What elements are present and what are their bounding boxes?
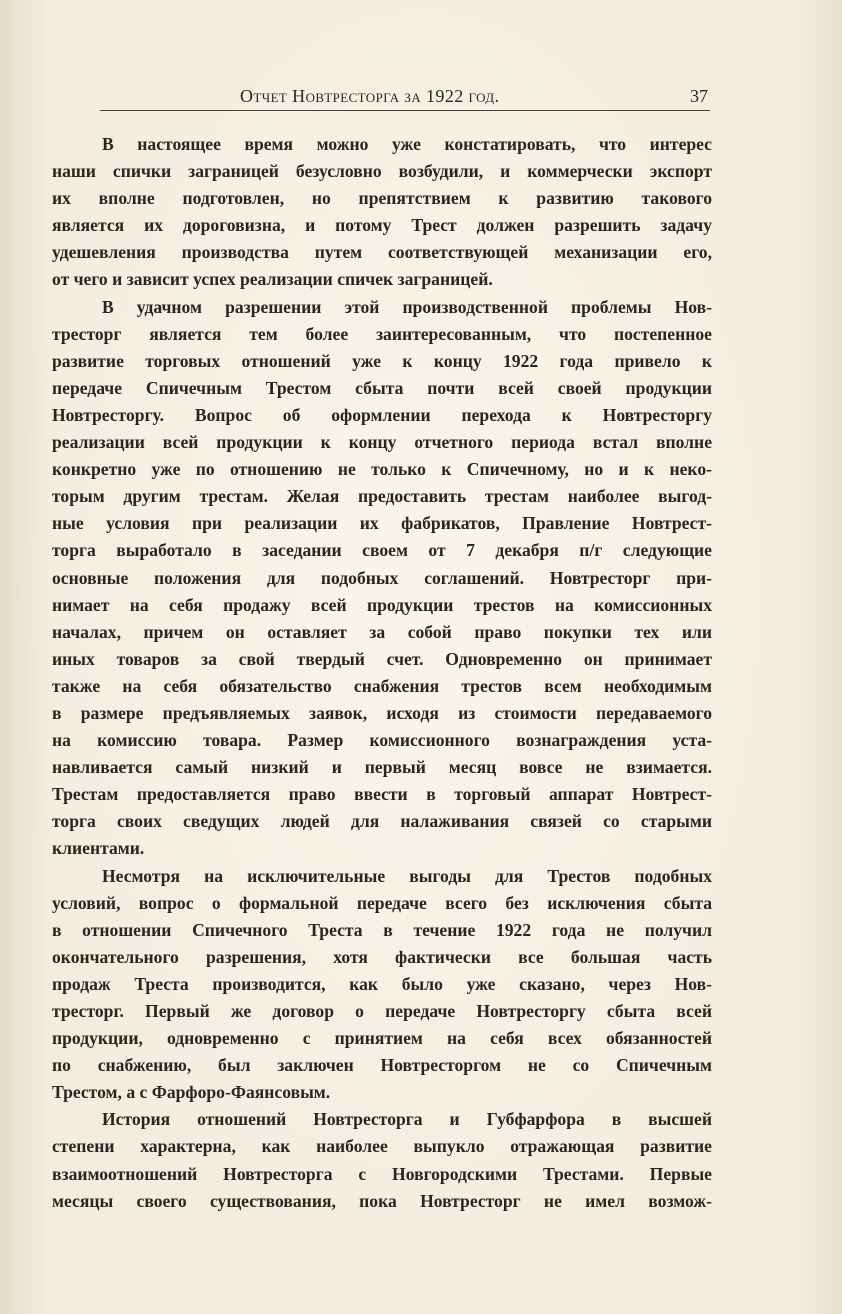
text-line: клиентами.: [52, 838, 145, 859]
text-line: на комиссию товара. Размер комиссионного вознаграждения уста-: [52, 730, 712, 751]
text-line: тресторг. Первый же договор о передаче Новтресторгу сбыта всей: [52, 1001, 712, 1021]
text-line: навливается самый низкий и первый месяц вовсе не взимается.: [52, 757, 712, 778]
text-line: удешевления производства путем соответствующей механизации его,: [52, 242, 712, 263]
text-line: основные положения для подобных соглашений. Новтресторг при-: [52, 567, 712, 588]
text-line: Новтресторгу. Вопрос об оформлении перехода к Новтресторгу: [52, 404, 712, 425]
text-line: История отношений Новтресторга и Губфарфора в высшей: [102, 1109, 712, 1130]
text-line: продаж Треста производится, как было уже сказано, через Нов-: [52, 973, 712, 994]
text-line: также на себя обязательство снабжения трестов всем необходимым: [52, 675, 712, 696]
text-line: тресторг является тем более заинтересованным, что постепенное: [52, 323, 712, 344]
header-rule: [100, 110, 710, 111]
body-text: [52, 131, 712, 1215]
text-line: реализации всей продукции к концу отчетного периода встал вполне: [52, 432, 712, 453]
text-line: от чего и зависит успех реализации спичек заграницей.: [52, 269, 493, 290]
running-title: Отчет Новтресторга за 1922 год.: [240, 86, 500, 106]
text-line: по снабжению, был заключен Новтресторгом не со Спичечным: [52, 1055, 712, 1076]
text-line: началах, причем он оставляет за собой право покупки тех или: [52, 621, 712, 642]
text-line: ные условия при реализации их фабрикатов, Правление Новтрест-: [52, 513, 712, 534]
text-line: В удачном разрешении этой производственной проблемы Нов-: [102, 296, 712, 317]
text-line: Несмотря на исключительные выгоды для Трестов подобных: [102, 865, 712, 886]
text-line: В настоящее время можно уже констатировать, что интерес: [102, 134, 712, 154]
text-line: наши спички заграницей безусловно возбудили, и коммерчески экспорт: [52, 161, 712, 182]
text-line: условий, вопрос о формальной передаче всего без исключения сбыта: [52, 892, 712, 913]
text-line: их вполне подготовлен, но препятствием к развитию такового: [52, 188, 712, 209]
text-line: иных товаров за свой твердый счет. Одновременно он принимает: [52, 648, 712, 669]
text-line: продукции, одновременно с принятием на себя всех обязанностей: [52, 1028, 712, 1049]
paragraph: [52, 863, 712, 1107]
text-line: в отношении Спичечного Треста в течение 1922 года не получил: [52, 919, 712, 940]
page-header: [100, 86, 710, 112]
text-line: месяцы своего существования, пока Новтресторг не имел возмож-: [52, 1190, 712, 1211]
text-line: является их дороговизна, и потому Трест должен разрешить задачу: [52, 215, 712, 236]
text-line: в размере предъявляемых заявок, исходя из стоимости передаваемого: [52, 702, 712, 723]
page-number: 37: [690, 86, 708, 106]
paragraph: [52, 1106, 712, 1214]
paragraph: [52, 131, 712, 294]
text-line: торга своих сведущих людей для налаживания связей со старыми: [52, 811, 712, 832]
paragraph: [52, 294, 712, 863]
text-line: конкретно уже по отношению не только к Спичечному, но и к неко-: [52, 459, 712, 480]
text-line: развитие торговых отношений уже к концу 1922 года привело к: [52, 350, 712, 371]
text-line: взаимоотношений Новтресторга с Новгородскими Трестами. Первые: [52, 1163, 712, 1184]
text-line: торым другим трестам. Желая предоставить трестам наиболее выгод-: [52, 486, 712, 507]
text-line: Трестам предоставляется право ввести в торговый аппарат Новтрест-: [52, 784, 712, 805]
text-line: передаче Спичечным Трестом сбыта почти всей своей продукции: [52, 377, 712, 398]
text-line: степени характерна, как наиболее выпукло отражающая развитие: [52, 1136, 712, 1157]
text-line: торга выработало в заседании своем от 7 декабря п/г следующие: [52, 540, 712, 561]
text-line: Трестом, а с Фарфоро-Фаянсовым.: [52, 1082, 331, 1103]
text-line: нимает на себя продажу всей продукции трестов на комиссионных: [52, 594, 712, 615]
text-line: окончательного разрешения, хотя фактически все большая часть: [52, 946, 712, 967]
